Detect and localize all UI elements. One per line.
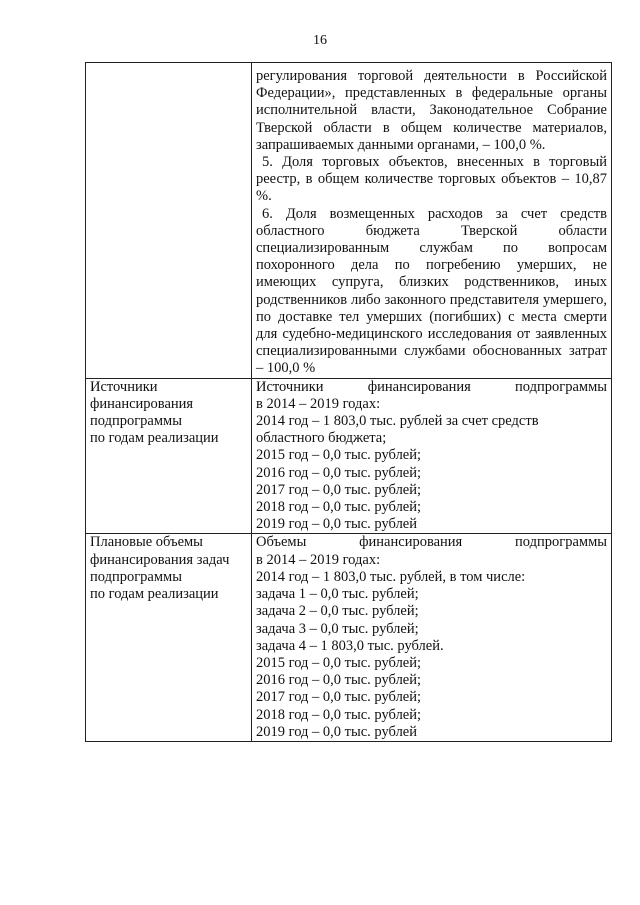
volumes-line: 2017 год – 0,0 тыс. рублей; xyxy=(256,689,422,706)
volumes-line: задача 2 – 0,0 тыс. рублей; xyxy=(256,603,419,620)
funding-sources-label xyxy=(86,378,252,534)
funding-line: 2016 год – 0,0 тыс. рублей; xyxy=(256,464,422,481)
indicator-paragraph-5: 5. Доля торговых объектов, внесенных в торговый реестр, в общем количестве торговых объектов – 10,87 %. xyxy=(256,154,607,205)
funding-line: 2015 год – 0,0 тыс. рублей; xyxy=(256,447,422,464)
table-row-indicators xyxy=(86,63,612,379)
volumes-line: 2018 год – 0,0 тыс. рублей; xyxy=(256,706,422,723)
volumes-line: задача 4 – 1 803,0 тыс. рублей. xyxy=(256,637,444,654)
indicator-paragraph-continued: регулирования торговой деятельности в Российской Федерации», представленных в федеральные органы исполнительной власти, Законодательное Собрание Тверской области в общем количестве материалов, запрашиваемых данными органами, – 100,0 %. xyxy=(256,68,607,153)
volumes-line: 2015 год – 0,0 тыс. рублей; xyxy=(256,654,422,671)
label-line: подпрограммы xyxy=(90,568,182,585)
funding-sources-cell xyxy=(252,378,612,534)
indicators-cell xyxy=(252,63,612,379)
volumes-line: 2016 год – 0,0 тыс. рублей; xyxy=(256,672,422,689)
label-line: финансирования задач xyxy=(90,551,230,568)
subprogram-passport-table xyxy=(85,62,612,742)
funding-line: областного бюджета; xyxy=(256,430,387,447)
row-label-empty xyxy=(86,63,252,379)
label-line: по годам реализации xyxy=(90,430,219,447)
funding-line: 2017 год – 0,0 тыс. рублей; xyxy=(256,481,422,498)
planned-volumes-label xyxy=(86,534,252,741)
page-number: 16 xyxy=(313,33,327,48)
volumes-line: в 2014 – 2019 годах: xyxy=(256,551,381,568)
label-line: Плановые объемы xyxy=(90,534,203,551)
volumes-line: 2019 год – 0,0 тыс. рублей xyxy=(256,723,418,740)
funding-line: 2018 год – 0,0 тыс. рублей; xyxy=(256,499,422,516)
funding-line: в 2014 – 2019 годах: xyxy=(256,395,381,412)
table-row-planned-volumes xyxy=(86,534,612,741)
volumes-line: задача 1 – 0,0 тыс. рублей; xyxy=(256,586,419,603)
table-row-funding-sources xyxy=(86,378,612,534)
label-line: по годам реализации xyxy=(90,586,219,603)
indicator-paragraph-6: 6. Доля возмещенных расходов за счет средств областного бюджета Тверской области специализированным службам по вопросам похоронного дела по погребению умерших, не имеющих супруга, близких родственников, иных родственников либо законного представителя умершего, по доставке тел умерших (погибших) с места смерти для судебно-медицинского исследования от заявленных специализированными службами обоснованных затрат – 100,0 % xyxy=(256,205,607,377)
funding-line: 2014 год – 1 803,0 тыс. рублей за счет средств xyxy=(256,413,539,430)
label-line: подпрограммы xyxy=(90,413,182,430)
funding-heading: Источники финансирования подпрограммы xyxy=(256,378,607,395)
funding-line: 2019 год – 0,0 тыс. рублей xyxy=(256,516,418,533)
volumes-heading: Объемы финансирования подпрограммы xyxy=(256,534,607,551)
planned-volumes-cell xyxy=(252,534,612,741)
label-line: Источники xyxy=(90,378,158,395)
volumes-line: 2014 год – 1 803,0 тыс. рублей, в том числе: xyxy=(256,568,526,585)
label-line: финансирования xyxy=(90,395,194,412)
volumes-line: задача 3 – 0,0 тыс. рублей; xyxy=(256,620,419,637)
